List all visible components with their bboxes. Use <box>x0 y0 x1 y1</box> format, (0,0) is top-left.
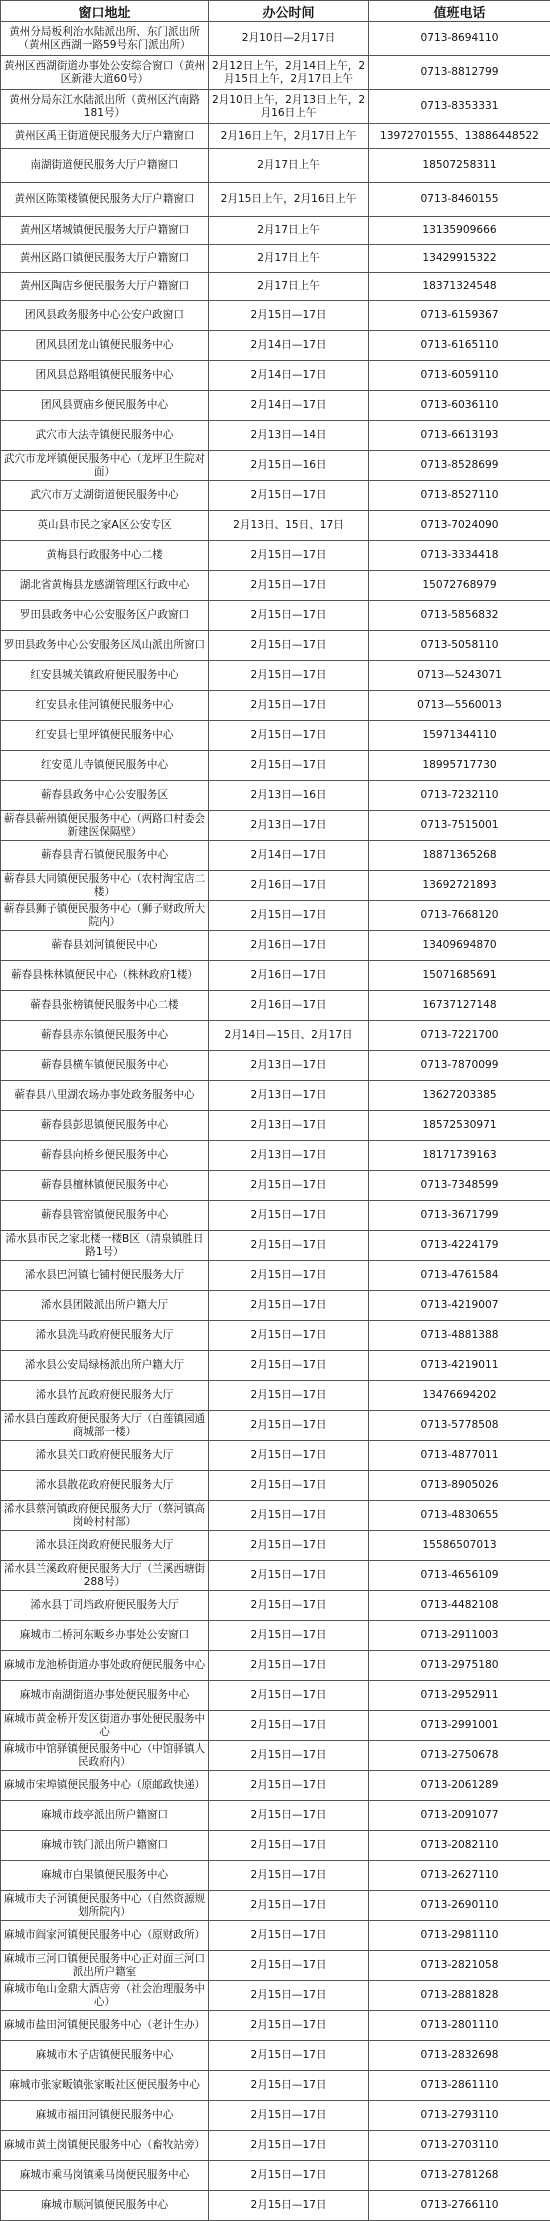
address-cell: 浠水县团陂派出所户籍大厅 <box>1 1291 209 1321</box>
table-row <box>1 991 550 1021</box>
address-cell: 麻城市福田河镇便民服务中心 <box>1 2101 209 2131</box>
address-cell: 麻城市黄土岗镇便民服务中心（畜牧站旁） <box>1 2131 209 2161</box>
table-row <box>1 1381 550 1411</box>
table-row <box>1 361 550 391</box>
table-row <box>1 931 550 961</box>
address-cell: 麻城市顺河镇便民服务中心 <box>1 2191 209 2221</box>
phone-cell: 0713-5778508 <box>369 1411 550 1441</box>
table-row <box>1 1081 550 1111</box>
address-cell: 武穴市万丈湖街道便民服务中心 <box>1 481 209 511</box>
address-cell: 浠水县兰溪政府便民服务大厅（兰溪西塘街288号） <box>1 1561 209 1591</box>
address-cell: 麻城市龟山金鼎大酒店旁（社会治理服务中心） <box>1 1981 209 2011</box>
address-cell: 黄州区陶店乡便民服务大厅户籍窗口 <box>1 273 209 301</box>
phone-cell: 0713-6613193 <box>369 421 550 451</box>
phone-cell: 0713-4219007 <box>369 1291 550 1321</box>
table-row <box>1 691 550 721</box>
address-cell: 蕲春县政务中心公安服务区 <box>1 781 209 811</box>
phone-cell: 0713-2832698 <box>369 2041 550 2071</box>
table-row <box>1 811 550 841</box>
hours-cell: 2月13日—16日 <box>209 781 369 811</box>
address-cell: 团风县政务服务中心公安户政窗口 <box>1 301 209 331</box>
address-cell: 浠水县白莲政府便民服务大厅（白莲镇园通商城部一楼） <box>1 1411 209 1441</box>
hours-cell: 2月15日—16日 <box>209 451 369 481</box>
address-cell: 麻城市黄金桥开发区街道办事处便民服务中心 <box>1 1711 209 1741</box>
address-cell: 红安县永佳河镇便民服务中心 <box>1 691 209 721</box>
address-cell: 麻城市白果镇便民服务中心 <box>1 1861 209 1891</box>
table-row <box>1 1501 550 1531</box>
phone-cell: 0713-2766110 <box>369 2191 550 2221</box>
phone-cell: 18995717730 <box>369 751 550 781</box>
hours-cell: 2月13日—17日 <box>209 1081 369 1111</box>
table-body <box>1 22 550 2221</box>
table-row <box>1 571 550 601</box>
address-cell: 麻城市南湖街道办事处便民服务中心 <box>1 1681 209 1711</box>
hours-cell: 2月14日—17日 <box>209 841 369 871</box>
table-row <box>1 1801 550 1831</box>
table-row <box>1 601 550 631</box>
table-row <box>1 871 550 901</box>
address-cell: 罗田县政务中心公安服务区凤山派出所窗口 <box>1 631 209 661</box>
phone-cell: 0713-2821058 <box>369 1951 550 1981</box>
phone-cell: 0713-5856832 <box>369 601 550 631</box>
table-row <box>1 481 550 511</box>
phone-cell: 13972701555、13886448522 <box>369 124 550 149</box>
hours-cell: 2月15日—17日 <box>209 1981 369 2011</box>
address-cell: 英山县市民之家A区公安专区 <box>1 511 209 541</box>
hours-cell: 2月13日—17日 <box>209 1141 369 1171</box>
table-row <box>1 451 550 481</box>
address-cell: 武穴市龙坪镇便民服务中心（龙坪卫生院对面） <box>1 451 209 481</box>
phone-cell: 0713-7870099 <box>369 1051 550 1081</box>
hours-cell: 2月15日—17日 <box>209 2191 369 2221</box>
table-row <box>1 2101 550 2131</box>
address-cell: 麻城市乘马岗镇乘马岗便民服务中心 <box>1 2161 209 2191</box>
table-row <box>1 331 550 361</box>
hours-cell: 2月15日—17日 <box>209 1321 369 1351</box>
hours-cell: 2月16日—17日 <box>209 961 369 991</box>
address-cell: 浠水县丁司垱政府便民服务大厅 <box>1 1591 209 1621</box>
hours-cell: 2月15日—17日 <box>209 1441 369 1471</box>
table-row <box>1 1771 550 1801</box>
hours-cell: 2月12日上午，2月14日上午，2月15日上午，2月17日上午 <box>209 56 369 90</box>
hours-cell: 2月15日—17日 <box>209 1381 369 1411</box>
table-row <box>1 1981 550 2011</box>
phone-cell: 18171739163 <box>369 1141 550 1171</box>
hours-cell: 2月15日—17日 <box>209 2161 369 2191</box>
table-row <box>1 901 550 931</box>
phone-cell: 0713—5560013 <box>369 691 550 721</box>
hours-cell: 2月15日—17日 <box>209 2011 369 2041</box>
table-row <box>1 2131 550 2161</box>
phone-cell: 0713-5058110 <box>369 631 550 661</box>
phone-cell: 18572530971 <box>369 1111 550 1141</box>
phone-cell: 0713-2781268 <box>369 2161 550 2191</box>
address-cell: 黄梅县行政服务中心二楼 <box>1 541 209 571</box>
address-cell: 浠水县公安局绿杨派出所户籍大厅 <box>1 1351 209 1381</box>
hours-cell: 2月13日—17日 <box>209 811 369 841</box>
phone-cell: 0713-2793110 <box>369 2101 550 2131</box>
table-row <box>1 721 550 751</box>
phone-cell: 0713-2703110 <box>369 2131 550 2161</box>
address-cell: 黄州区陈策楼镇便民服务大厅户籍窗口 <box>1 183 209 217</box>
hours-cell: 2月15日—17日 <box>209 691 369 721</box>
phone-cell: 0713-3334418 <box>369 541 550 571</box>
hours-cell: 2月15日—17日 <box>209 1861 369 1891</box>
hours-cell: 2月15日—17日 <box>209 751 369 781</box>
hours-cell: 2月15日—17日 <box>209 1951 369 1981</box>
table-row <box>1 1951 550 1981</box>
address-cell: 麻城市三河口镇便民服务中心正对面三河口派出所户籍室 <box>1 1951 209 1981</box>
address-cell: 罗田县政务中心公安服务区户政窗口 <box>1 601 209 631</box>
hours-cell: 2月14日—17日 <box>209 331 369 361</box>
address-cell: 蕲春县八里湖农场办事处政务服务中心 <box>1 1081 209 1111</box>
phone-cell: 0713-7024090 <box>369 511 550 541</box>
hours-cell: 2月15日—17日 <box>209 2071 369 2101</box>
table-row <box>1 1861 550 1891</box>
table-row <box>1 217 550 245</box>
hours-cell: 2月13日—14日 <box>209 421 369 451</box>
hours-cell: 2月15日—17日 <box>209 631 369 661</box>
hours-cell: 2月15日—17日 <box>209 481 369 511</box>
address-cell: 蕲春县大同镇便民服务中心（农村淘宝店二楼） <box>1 871 209 901</box>
phone-cell: 13429915322 <box>369 245 550 273</box>
hours-cell: 2月16日—17日 <box>209 991 369 1021</box>
phone-cell: 0713-6036110 <box>369 391 550 421</box>
phone-cell: 0713-6165110 <box>369 331 550 361</box>
phone-cell: 13409694870 <box>369 931 550 961</box>
phone-cell: 0713-7515001 <box>369 811 550 841</box>
table-row <box>1 2041 550 2071</box>
hours-cell: 2月15日—17日 <box>209 601 369 631</box>
address-cell: 蕲春县檀林镇便民服务中心 <box>1 1171 209 1201</box>
hours-cell: 2月15日上午，2月16日上午 <box>209 183 369 217</box>
hours-cell: 2月15日—17日 <box>209 1411 369 1441</box>
address-cell: 浠水县洗马政府便民服务大厅 <box>1 1321 209 1351</box>
hours-cell: 2月15日—17日 <box>209 1501 369 1531</box>
hours-cell: 2月15日—17日 <box>209 1681 369 1711</box>
address-cell: 麻城市龙池桥街道办事处政府便民服务中心 <box>1 1651 209 1681</box>
table-row <box>1 1591 550 1621</box>
address-cell: 浠水县蔡河镇政府便民服务大厅（蔡河镇高岗岭村村部） <box>1 1501 209 1531</box>
hours-cell: 2月15日—17日 <box>209 1231 369 1261</box>
hours-cell: 2月15日—17日 <box>209 301 369 331</box>
address-cell: 团风县团龙山镇便民服务中心 <box>1 331 209 361</box>
hours-cell: 2月15日—17日 <box>209 1291 369 1321</box>
table-row <box>1 1141 550 1171</box>
hours-cell: 2月10日—2月17日 <box>209 22 369 56</box>
phone-cell: 18871365268 <box>369 841 550 871</box>
address-cell: 麻城市中馆驿镇便民服务中心（中馆驿镇人民政府内） <box>1 1741 209 1771</box>
phone-cell: 13627203385 <box>369 1081 550 1111</box>
table-row <box>1 273 550 301</box>
address-cell: 浠水县散花政府便民服务大厅 <box>1 1471 209 1501</box>
header-duty-phone: 值班电话 <box>369 1 550 22</box>
hours-cell: 2月15日—17日 <box>209 1741 369 1771</box>
address-cell: 蕲春县刘河镇便民中心 <box>1 931 209 961</box>
phone-cell: 0713-4224179 <box>369 1231 550 1261</box>
table-row <box>1 1021 550 1051</box>
table-row <box>1 2011 550 2041</box>
hours-cell: 2月16日—17日 <box>209 931 369 961</box>
hours-cell: 2月15日—17日 <box>209 1771 369 1801</box>
hours-cell: 2月17日上午 <box>209 273 369 301</box>
table-row <box>1 541 550 571</box>
phone-cell: 0713-7221700 <box>369 1021 550 1051</box>
hours-cell: 2月17日上午 <box>209 217 369 245</box>
header-address: 窗口地址 <box>1 1 209 22</box>
table-row <box>1 301 550 331</box>
hours-cell: 2月15日—17日 <box>209 1351 369 1381</box>
address-cell: 麻城市张家畈镇张家畈社区便民服务中心 <box>1 2071 209 2101</box>
phone-cell: 0713-4761584 <box>369 1261 550 1291</box>
address-cell: 蕲春县张榜镇便民服务中心二楼 <box>1 991 209 1021</box>
phone-cell: 0713-6059110 <box>369 361 550 391</box>
address-cell: 麻城市阎家河镇便民服务中心（原财政所） <box>1 1921 209 1951</box>
hours-cell: 2月15日—17日 <box>209 1171 369 1201</box>
hours-cell: 2月17日上午 <box>209 245 369 273</box>
table-row <box>1 1891 550 1921</box>
table-row <box>1 781 550 811</box>
phone-cell: 0713-2861110 <box>369 2071 550 2101</box>
address-cell: 蕲春县赤东镇便民服务中心 <box>1 1021 209 1051</box>
table-row <box>1 1321 550 1351</box>
phone-cell: 0713-8527110 <box>369 481 550 511</box>
phone-cell: 0713-2627110 <box>369 1861 550 1891</box>
header-office-hours: 办公时间 <box>209 1 369 22</box>
table-row <box>1 183 550 217</box>
hours-cell: 2月15日—17日 <box>209 1891 369 1921</box>
table-row <box>1 1441 550 1471</box>
address-cell: 红安县城关镇政府便民服务中心 <box>1 661 209 691</box>
hours-cell: 2月15日—17日 <box>209 1261 369 1291</box>
hours-cell: 2月15日—17日 <box>209 661 369 691</box>
address-cell: 团风县总路咀镇便民服务中心 <box>1 361 209 391</box>
address-cell: 浠水县市民之家北楼一楼B区（清泉镇胜日路1号） <box>1 1231 209 1261</box>
table-row <box>1 1471 550 1501</box>
table-row <box>1 245 550 273</box>
table-row <box>1 2191 550 2221</box>
phone-cell: 0713-7348599 <box>369 1171 550 1201</box>
address-cell: 蕲春县向桥乡便民服务中心 <box>1 1141 209 1171</box>
address-cell: 浠水县汪岗政府便民服务大厅 <box>1 1531 209 1561</box>
table-row <box>1 2071 550 2101</box>
address-cell: 湖北省黄梅县龙感湖管理区行政中心 <box>1 571 209 601</box>
address-cell: 浠水县巴河镇七铺村便民服务大厅 <box>1 1261 209 1291</box>
phone-cell: 0713-4219011 <box>369 1351 550 1381</box>
phone-cell: 18507258311 <box>369 149 550 183</box>
phone-cell: 13692721893 <box>369 871 550 901</box>
hours-cell: 2月15日—17日 <box>209 721 369 751</box>
address-cell: 南湖街道便民服务大厅户籍窗口 <box>1 149 209 183</box>
table-row <box>1 1831 550 1861</box>
hours-cell: 2月16日—17日 <box>209 871 369 901</box>
hours-cell: 2月15日—17日 <box>209 1471 369 1501</box>
table-row <box>1 1411 550 1441</box>
table-row <box>1 124 550 149</box>
table-row <box>1 1711 550 1741</box>
phone-cell: 15072768979 <box>369 571 550 601</box>
hours-cell: 2月15日—17日 <box>209 1531 369 1561</box>
address-cell: 黄州区西湖街道办事处公安综合窗口（黄州区新港大道60号） <box>1 56 209 90</box>
table-row <box>1 1741 550 1771</box>
phone-cell: 0713-4877011 <box>369 1441 550 1471</box>
table-row <box>1 1231 550 1261</box>
phone-cell: 0713-8905026 <box>369 1471 550 1501</box>
phone-cell: 0713-2911003 <box>369 1621 550 1651</box>
hours-cell: 2月15日—17日 <box>209 1711 369 1741</box>
table-row <box>1 1111 550 1141</box>
hours-cell: 2月15日—17日 <box>209 1621 369 1651</box>
table-row <box>1 1201 550 1231</box>
phone-cell: 0713-8812799 <box>369 56 550 90</box>
hours-cell: 2月15日—17日 <box>209 901 369 931</box>
hours-cell: 2月15日—17日 <box>209 1801 369 1831</box>
hours-cell: 2月13日—17日 <box>209 1051 369 1081</box>
phone-cell: 15971344110 <box>369 721 550 751</box>
table-row <box>1 1921 550 1951</box>
phone-cell: 0713-2991001 <box>369 1711 550 1741</box>
table-row <box>1 149 550 183</box>
hours-cell: 2月16日上午，2月17日上午 <box>209 124 369 149</box>
phone-cell: 0713-8528699 <box>369 451 550 481</box>
phone-cell: 0713-4482108 <box>369 1591 550 1621</box>
table-row <box>1 1051 550 1081</box>
phone-cell: 0713-4830655 <box>369 1501 550 1531</box>
phone-cell: 0713-2801110 <box>369 2011 550 2041</box>
phone-cell: 18371324548 <box>369 273 550 301</box>
phone-cell: 0713-2981110 <box>369 1921 550 1951</box>
phone-cell: 0713-7232110 <box>369 781 550 811</box>
address-cell: 浠水县关口政府便民服务大厅 <box>1 1441 209 1471</box>
table-row <box>1 1261 550 1291</box>
table-row <box>1 1681 550 1711</box>
table-row <box>1 1171 550 1201</box>
hours-cell: 2月13日、15日、17日 <box>209 511 369 541</box>
table-row <box>1 2161 550 2191</box>
hours-cell: 2月15日—17日 <box>209 1831 369 1861</box>
address-cell: 蕲春县青石镇便民服务中心 <box>1 841 209 871</box>
table-row <box>1 1531 550 1561</box>
table-row <box>1 56 550 90</box>
table-row <box>1 961 550 991</box>
address-cell: 红安觅儿寺镇便民服务中心 <box>1 751 209 781</box>
address-cell: 麻城市铁门派出所户籍窗口 <box>1 1831 209 1861</box>
address-cell: 浠水县竹瓦政府便民服务大厅 <box>1 1381 209 1411</box>
phone-cell: 0713-2690110 <box>369 1891 550 1921</box>
table-row <box>1 391 550 421</box>
address-cell: 蕲春县横车镇便民服务中心 <box>1 1051 209 1081</box>
address-cell: 团风县贾庙乡便民服务中心 <box>1 391 209 421</box>
table-row <box>1 841 550 871</box>
phone-cell: 15586507013 <box>369 1531 550 1561</box>
phone-cell: 0713-2750678 <box>369 1741 550 1771</box>
hours-cell: 2月10日上午，2月13日上午，2月16日上午 <box>209 90 369 124</box>
address-cell: 黄州区路口镇便民服务大厅户籍窗口 <box>1 245 209 273</box>
phone-cell: 0713-2952911 <box>369 1681 550 1711</box>
phone-cell: 16737127148 <box>369 991 550 1021</box>
table-row <box>1 1561 550 1591</box>
phone-cell: 13135909666 <box>369 217 550 245</box>
hours-cell: 2月15日—17日 <box>209 1651 369 1681</box>
address-cell: 武穴市大法寺镇便民服务中心 <box>1 421 209 451</box>
table-row <box>1 511 550 541</box>
table-row <box>1 1291 550 1321</box>
phone-cell: 0713-3671799 <box>369 1201 550 1231</box>
phone-cell: 0713—5243071 <box>369 661 550 691</box>
hours-cell: 2月14日—17日 <box>209 361 369 391</box>
phone-cell: 0713-8353331 <box>369 90 550 124</box>
hours-cell: 2月15日—17日 <box>209 2131 369 2161</box>
phone-cell: 15071685691 <box>369 961 550 991</box>
hours-cell: 2月15日—17日 <box>209 2101 369 2131</box>
address-cell: 黄州区堵城镇便民服务大厅户籍窗口 <box>1 217 209 245</box>
table-row <box>1 1621 550 1651</box>
table-row <box>1 90 550 124</box>
phone-cell: 0713-2082110 <box>369 1831 550 1861</box>
header-row <box>1 1 550 22</box>
address-cell: 红安县七里坪镇便民服务中心 <box>1 721 209 751</box>
hours-cell: 2月14日—15日、2月17日 <box>209 1021 369 1051</box>
address-cell: 蕲春县彭思镇便民服务中心 <box>1 1111 209 1141</box>
hours-cell: 2月14日—17日 <box>209 391 369 421</box>
phone-cell: 0713-2091077 <box>369 1801 550 1831</box>
address-cell: 麻城市歧亭派出所户籍窗口 <box>1 1801 209 1831</box>
table-row <box>1 421 550 451</box>
hours-cell: 2月17日上午 <box>209 149 369 183</box>
hours-cell: 2月15日—17日 <box>209 1591 369 1621</box>
hours-cell: 2月13日—17日 <box>209 1111 369 1141</box>
address-cell: 黄州区禹王街道便民服务大厅户籍窗口 <box>1 124 209 149</box>
table-row <box>1 751 550 781</box>
address-cell: 麻城市二桥河东畈乡办事处公安窗口 <box>1 1621 209 1651</box>
phone-cell: 0713-4656109 <box>369 1561 550 1591</box>
address-cell: 蕲春县狮子镇便民服务中心（狮子财政所大院内） <box>1 901 209 931</box>
phone-cell: 0713-8460155 <box>369 183 550 217</box>
address-cell: 麻城市盐田河镇便民服务中心（老计生办） <box>1 2011 209 2041</box>
phone-cell: 0713-2975180 <box>369 1651 550 1681</box>
phone-cell: 0713-4881388 <box>369 1321 550 1351</box>
table-row <box>1 631 550 661</box>
phone-cell: 13476694202 <box>369 1381 550 1411</box>
address-cell: 黄州分局东江水陆派出所（黄州区汽南路181号） <box>1 90 209 124</box>
table-row <box>1 1651 550 1681</box>
phone-cell: 0713-6159367 <box>369 301 550 331</box>
hours-cell: 2月15日—17日 <box>209 2041 369 2071</box>
hours-cell: 2月15日—17日 <box>209 1201 369 1231</box>
phone-cell: 0713-2061289 <box>369 1771 550 1801</box>
address-cell: 麻城市木子店镇便民服务中心 <box>1 2041 209 2071</box>
phone-cell: 0713-7668120 <box>369 901 550 931</box>
address-cell: 蕲春县蕲州镇便民服务中心（两路口村委会新建医保隔壁） <box>1 811 209 841</box>
hours-cell: 2月15日—17日 <box>209 1921 369 1951</box>
hours-cell: 2月15日—17日 <box>209 541 369 571</box>
hours-cell: 2月15日—17日 <box>209 571 369 601</box>
address-cell: 蕲春县株林镇便民中心（株林政府1楼） <box>1 961 209 991</box>
table-row <box>1 661 550 691</box>
phone-cell: 0713-8694110 <box>369 22 550 56</box>
table-row <box>1 1351 550 1381</box>
address-cell: 蕲春县管窑镇便民服务中心 <box>1 1201 209 1231</box>
hours-cell: 2月15日—17日 <box>209 1561 369 1591</box>
address-cell: 黄州分局板利治水陆派出所、东门派出所（黄州区西湖一路59号东门派出所） <box>1 22 209 56</box>
address-cell: 麻城市夫子河镇便民服务中心（自然资源规划所院内） <box>1 1891 209 1921</box>
table-row <box>1 22 550 56</box>
address-cell: 麻城市宋埠镇便民服务中心（原邮政快递） <box>1 1771 209 1801</box>
phone-cell: 0713-2881828 <box>369 1981 550 2011</box>
